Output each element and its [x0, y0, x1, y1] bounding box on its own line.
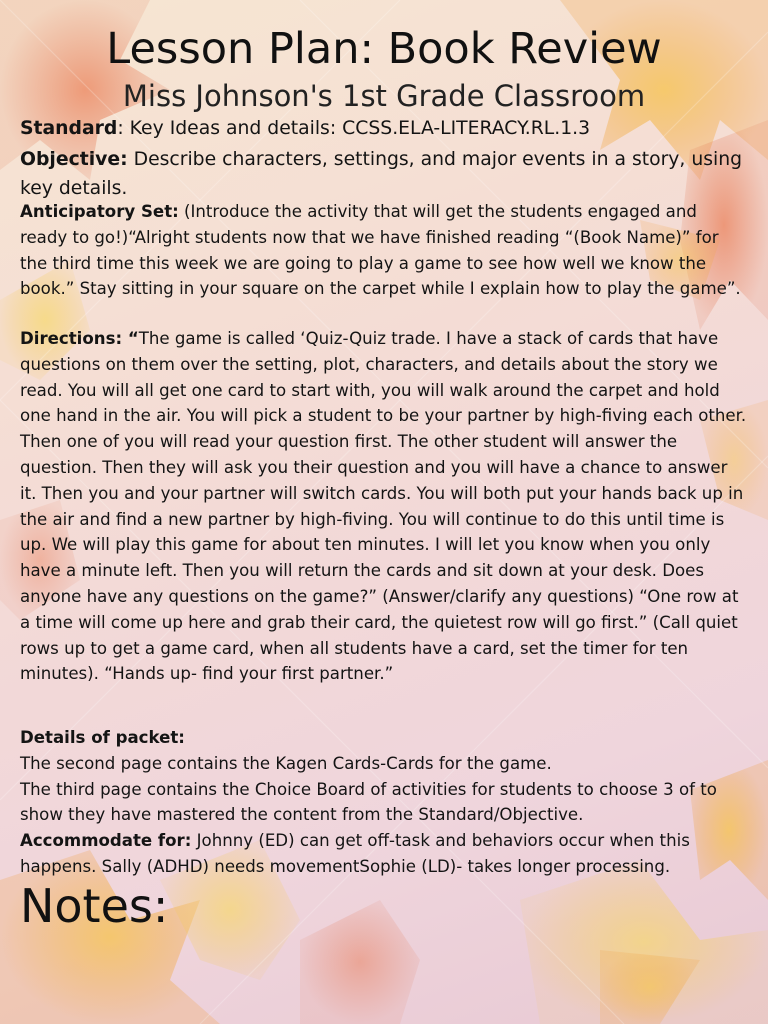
directions-label: Directions: “: [20, 329, 139, 348]
standard-label: Standard: [20, 118, 118, 139]
page-title: Lesson Plan: Book Review: [106, 24, 662, 74]
standard-section: [20, 114, 748, 143]
page-subtitle: Miss Johnson's 1st Grade Classroom: [122, 79, 646, 113]
packet-line-2: The third page contains the Choice Board of activities for students to choose 3 of to show they have mastered the content from the Standard/Objective.: [20, 779, 717, 825]
standard-text: : Key Ideas and details: CCSS.ELA-LITERACY.RL.1.3: [117, 118, 591, 139]
accommodate-section: [20, 828, 748, 880]
anticipatory-set-label: Anticipatory Set:: [20, 202, 179, 221]
packet-line-1: The second page contains the Kagen Cards-Cards for the game.: [20, 753, 552, 773]
objective-text: Describe characters, settings, and major events in a story, using key details.: [20, 149, 743, 199]
accommodate-text: Johnny (ED) can get off-task and behaviors occur when this happens. Sally (ADHD) needs movementSophie (LD)- takes longer processing.: [20, 831, 690, 876]
packet-section: [20, 725, 748, 828]
notes-heading: Notes:: [20, 879, 169, 933]
directions-section: [20, 326, 748, 687]
objective-label: Objective:: [20, 149, 128, 170]
directions-text: The game is called ‘Quiz-Quiz trade. I have a stack of cards that have questions on them over the setting, plot, characters, and details about the story we read. You will all get one card to start with, you will walk around the carpet and hold one hand in the air. You will pick a student to be your partner by high-fiving each other. Then one of you will read your question first. The other student will answer the question. Then they will ask you their question and you will have a chance to answer it. Then you and your partner will switch cards. You will both put your hands back up in the air and find a new partner by high-fiving. You will continue to do this until time is up. We will play this game for about ten minutes. I will let you know when you only have a minute left. Then you will return the cards and sit down at your desk. Does anyone have any questions on the game?” (Answer/clarify any questions) “One row at a time will come up here and grab their card, the quietest row will go first.” (Call quiet rows up to get a game card, when all students have a card, set the timer for ten minutes). “Hands up- find your first partner.”: [20, 329, 747, 684]
packet-label: Details of packet:: [20, 728, 185, 747]
anticipatory-set-text: (Introduce the activity that will get the students engaged and ready to go!)“Alright students now that we have finished reading “(Book Name)” for the third time this week we are going to play a game to see how well we know the book.” Stay sitting in your square on the carpet while I explain how to play the game”.: [20, 202, 741, 299]
anticipatory-set-section: [20, 199, 748, 302]
accommodate-label: Accommodate for:: [20, 831, 192, 850]
objective-section: [20, 145, 748, 203]
